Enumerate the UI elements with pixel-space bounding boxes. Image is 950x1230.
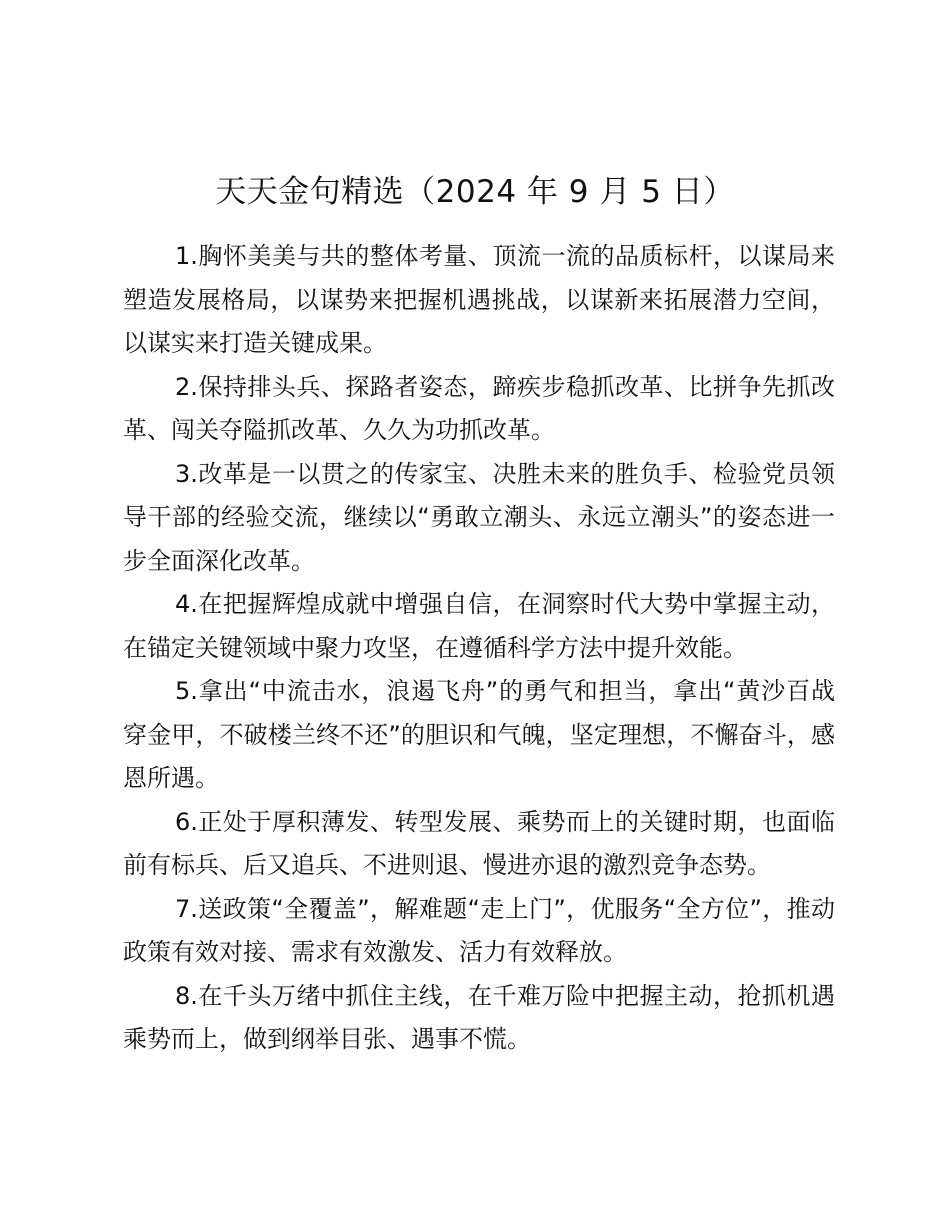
paragraph-4: 4.在把握辉煌成就中增强自信，在洞察时代大势中掌握主动，在锚定关键领域中聚力攻坚，在遵循科学方法中提升效能。 bbox=[123, 590, 835, 662]
document-title: 天天金句精选（2024 年 9 月 5 日） bbox=[215, 174, 735, 210]
paragraph-8: 8.在千头万绪中抓住主线，在千难万险中把握主动，抢抓机遇乘势而上，做到纲举目张、遇事不慌。 bbox=[123, 981, 835, 1053]
paragraph-1: 1.胸怀美美与共的整体考量、顶流一流的品质标杆，以谋局来塑造发展格局，以谋势来把握机遇挑战，以谋新来拓展潜力空间，以谋实来打造关键成果。 bbox=[123, 242, 835, 357]
paragraph-7: 7.送政策“全覆盖”，解难题“走上门”，优服务“全方位”，推动政策有效对接、需求有效激发、活力有效释放。 bbox=[123, 894, 835, 966]
document-body bbox=[123, 235, 835, 1062]
paragraph-6: 6.正处于厚积薄发、转型发展、乘势而上的关键时期，也面临前有标兵、后又追兵、不进则退、慢进亦退的激烈竞争态势。 bbox=[123, 807, 835, 879]
paragraph-2: 2.保持排头兵、探路者姿态，蹄疾步稳抓改革、比拼争先抓改革、闯关夺隘抓改革、久久为功抓改革。 bbox=[123, 372, 835, 444]
paragraph-3: 3.改革是一以贯之的传家宝、决胜未来的胜负手、检验党员领导干部的经验交流，继续以“勇敢立潮头、永远立潮头”的姿态进一步全面深化改革。 bbox=[123, 459, 835, 575]
paragraph-5: 5.拿出“中流击水，浪遏飞舟”的勇气和担当，拿出“黄沙百战穿金甲，不破楼兰终不还”的胆识和气魄，坚定理想，不懈奋斗，感恩所遇。 bbox=[123, 677, 835, 792]
